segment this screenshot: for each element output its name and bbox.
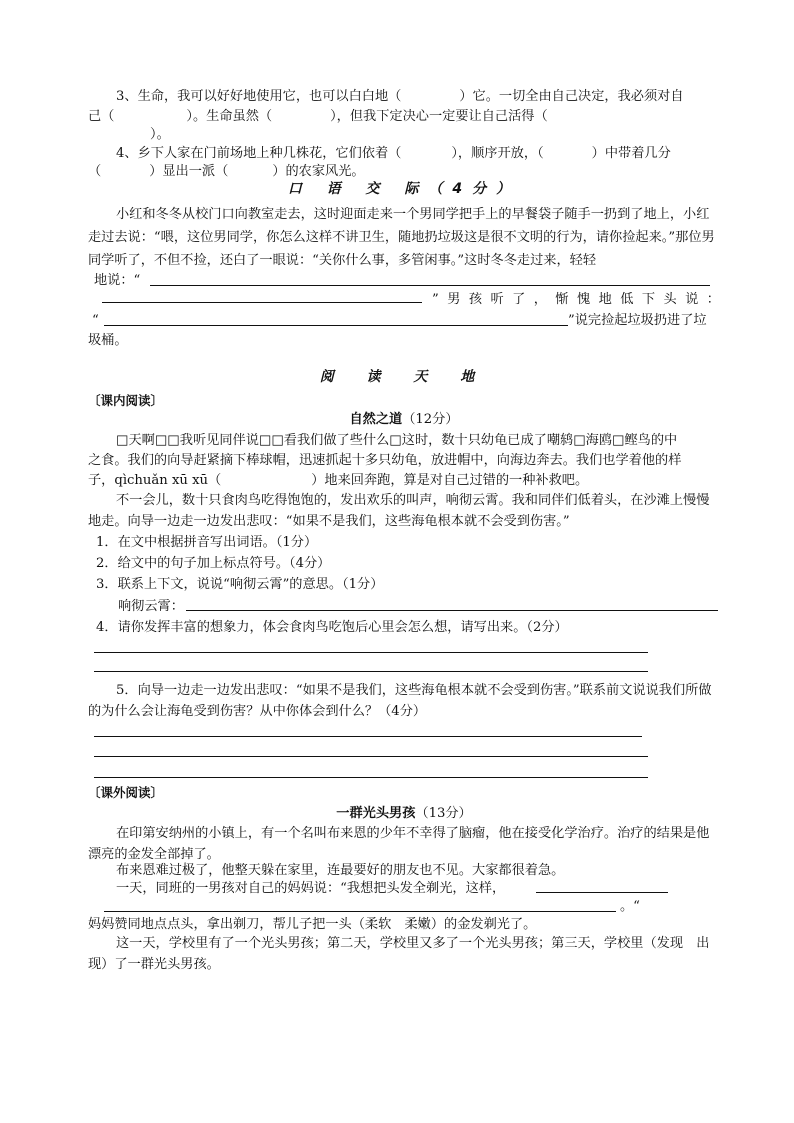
passage-1-points: （12分）: [402, 412, 459, 427]
fill-text: 3、生命，我可以好好地使用它，也可以白白地（: [116, 89, 402, 104]
outclass-tag: 〔课外阅读〕: [88, 785, 164, 800]
passage-2-points: （13分）: [415, 806, 472, 821]
inclass-tag: 〔课内阅读〕: [88, 393, 164, 408]
pinyin-prompt: 子，qìchuǎn xū xū（: [88, 473, 222, 488]
fill-text: 4、乡下人家在门前场地上种几株花，它们依着（: [116, 146, 402, 161]
fill-text: ）中带着几分: [591, 146, 671, 161]
answer-line[interactable]: [94, 652, 648, 653]
o3b: 。“: [620, 899, 640, 914]
question-1: 1．在文中根据拼音写出词语。（1分）: [96, 535, 318, 550]
oral-passage: 小红和冬冬从校门口向教室走去，这时迎面走来一个男同学把手上的早餐袋子随手一扔到了地上，小红走过去说：“喂，这位男同学，你怎么这样不讲卫生，随地扔垃圾这是很不文明的行为，请你捡起来。”那位男同学听了，不但不捡，还白了一眼说：“关你什么事，多管闲事。”这时冬冬走过来，轻轻: [88, 207, 715, 268]
oral-heading: 口 语 交 际（4分）: [287, 181, 521, 197]
o4: 这一天，学校里有了一个光头男孩；第二天，学校里又多了一个光头男孩；第三天，学校里（发现 出现）了一群光头男孩。: [88, 936, 710, 972]
p1-line2: 之食。我们的向导赶紧摘下棒球帽，迅速抓起十多只幼龟，放进帽中，向海边奔去。我们也学着他的样: [88, 453, 682, 468]
fill-text: ）。: [150, 127, 170, 142]
o3a: 一天，同班的一男孩对自己的妈妈说：“我想把头发全剃光，这样，: [116, 881, 506, 896]
p1-line3-tail: ）地来回奔跑，算是对自己过错的一种补救吧。: [311, 473, 589, 488]
p2: 不一会儿，数十只食肉鸟吃得饱饱的，发出欢乐的叫声，响彻云霄。我和同伴们低着头，在沙滩上慢慢地走。向导一边走一边发出悲叹：“如果不是我们，这些海龟根本就不会受到伤害。”: [88, 493, 710, 529]
question-5: 5．向导一边走一边发出悲叹：“如果不是我们，这些海龟根本就不会受到伤害。”联系前文说说我们所做的为什么会让海龟受到伤害？从中你体会到什么？（4分）: [88, 683, 712, 719]
answer-line[interactable]: [102, 302, 422, 303]
question-3-label: 响彻云霄：: [118, 599, 184, 614]
p1-line1: □天啊□□我听见同伴说□□看我们做了些什么□这时，数十只幼龟已成了嘲鸫□海鸥□鲣鸟的中: [116, 433, 678, 448]
passage-1-title-text: 自然之道: [349, 412, 403, 427]
fill-text: （: [88, 164, 102, 179]
oral-line-c-close: ”说完捡起垃圾扔进了垃: [568, 313, 707, 328]
fill-text: ）显出一派（: [149, 164, 229, 179]
oral-line-c-open: “: [92, 313, 99, 328]
answer-line[interactable]: [150, 285, 710, 286]
passage-1-title: [88, 409, 720, 430]
passage-2-title-text: 一群光头男孩: [336, 806, 416, 821]
fill-item-3: [88, 86, 720, 107]
answer-line[interactable]: [186, 610, 718, 611]
reading-heading: 阅 读 天 地: [319, 369, 489, 385]
o1: 在印第安纳州的小镇上，有一个名叫布来恩的少年不幸得了脑瘤，他在接受化学治疗。治疗的结果是他漂亮的金发全部掉了。: [88, 826, 710, 862]
answer-line[interactable]: [94, 777, 648, 778]
fill-text: ），顺序开放，（: [451, 146, 544, 161]
answer-line[interactable]: [94, 736, 642, 737]
answer-line[interactable]: [536, 892, 668, 893]
question-2: 2．给文中的句子加上标点符号。（4分）: [96, 556, 331, 571]
oral-line-d: 圾桶。: [88, 333, 128, 348]
fill-text: ）它。一切全由自己决定，我必须对自: [459, 89, 684, 104]
fill-text: ）。生命虽然（: [186, 109, 273, 124]
oral-line-b: ”男孩听了，惭愧地低下头说：: [432, 292, 720, 307]
answer-line[interactable]: [94, 756, 648, 757]
o3c: 妈妈赞同地点点头，拿出剃刀，帮儿子把一头（柔软 柔嫩）的金发剃光了。: [88, 917, 537, 932]
question-4: 4．请你发挥丰富的想象力，体会食肉鸟吃饱后心里会怎么想，请写出来。（2分）: [96, 620, 568, 635]
o2: 布来恩难过极了，他整天躲在家里，连最要好的朋友也不见。大家都很着急。: [116, 863, 565, 878]
oral-line-a: 地说：“: [94, 273, 141, 288]
answer-line[interactable]: [94, 671, 648, 672]
fill-text: ），但我下定决心一定要让自己活得（: [330, 109, 548, 124]
p1-line3: [88, 470, 720, 491]
fill-text: ）的农家风光。: [272, 164, 365, 179]
answer-line[interactable]: [104, 325, 568, 326]
fill-item-3-line3: [150, 124, 250, 145]
passage-2-title: [88, 803, 720, 824]
answer-line[interactable]: [104, 911, 616, 912]
question-3: 3．联系上下文，说说“响彻云霄”的意思。（1分）: [96, 577, 384, 592]
fill-text: 己（: [88, 109, 115, 124]
